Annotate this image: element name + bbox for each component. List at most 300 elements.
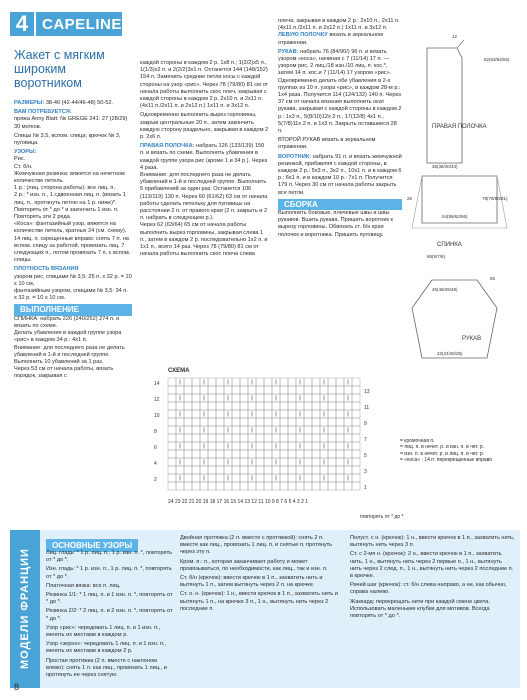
chart-cell [176,450,184,458]
chart-cell [328,426,336,434]
chart-row-label: 7 [364,437,367,443]
dim-label: 62(63/64/65) [484,57,510,62]
sleeve-title: РУКАВ: [278,48,299,55]
chart-cell [168,474,176,482]
chart-cell [192,450,200,458]
chart-cell [192,426,200,434]
chart-cell [184,402,192,410]
chart-col-labels: 24 23 22 21 20 19 18 17 16 15 14 13 12 11 10 9 8 7 6 5 4 3 2 1 [168,499,309,505]
chart-cell [352,418,360,426]
pattern-line-6: «Коса»: фантазийный узор, вяжется на количестве петель, кратных 24 (см. схему). [14,221,127,235]
chart-cell [304,394,312,402]
chart-cell [304,378,312,386]
chart-cell [312,434,320,442]
chart-cell [320,434,328,442]
pattern-line-4: 1 р.: (лиц. сторона работы): все лиц. п. [14,185,116,192]
chart-cell [312,378,320,386]
chart-cell [176,418,184,426]
chart-cell [232,442,240,450]
garment-diagrams [402,18,520,363]
chart-row-label: 11 [364,405,370,411]
chart-cell [192,410,200,418]
stitch-chart [148,368,398,505]
chart-row-label: 2 [154,477,157,483]
sleeve-label: РУКАВ [462,336,482,342]
pattern-line-7: 14 лиц. п. скрещенные вправо: снять 7 п. на вспом. спицу за работой, провязать лиц. 7 следующих п., потом провязать 7 п. с вспом. спицы. [14,235,131,264]
chart-cell [208,458,216,466]
chart-cell [240,458,248,466]
chart-cell [288,474,296,482]
chart-cell [216,474,224,482]
chart-cell [272,466,280,474]
chart-cell [288,378,296,386]
chart-cell [336,466,344,474]
chart-cell [328,386,336,394]
dim-label: 54(58/62/66) [442,214,468,219]
chart-cell [248,482,256,490]
chart-cell [296,482,304,490]
chart-cell [240,442,248,450]
attn-text: Внимание: для последнего раза не делать убавлений в 1-й и последней группе. Выполнить 5 прибавлений за один раз. Останется 106 (113/119) 130 п. Через 60 (61/62) 63 см от начала работы сделать петельку для пуговицы на расстоянии 2 п. от правого края (2 п. закрыть и 2 п. набрать в следующем р.). [140,172,268,222]
chart-cell [192,434,200,442]
chart-cell [208,394,216,402]
execution-bar: ВЫПОЛНЕНИЕ [14,304,132,315]
chart-cell [192,482,200,490]
chart-cell [288,466,296,474]
column-3 [278,18,402,239]
chart-cell [328,442,336,450]
chart-cell [352,442,360,450]
chart-cell [256,426,264,434]
pattern-entry: Лиц. гладь: * 1 р. лиц. п., 1 р. изн. п. *, повторять от * до *. [46,550,173,564]
chart-cell [216,426,224,434]
pattern-entry: Ст. о. н. (крючок): 1 н., ввести крючок в 1 п., захватить нить и вытянуть 1 п., на крючке 3 п., 1 н., вытянуть нить через 2 последние п. [180,591,338,612]
chart-cell [304,418,312,426]
chart-cell [168,418,176,426]
chart-cell [336,402,344,410]
legend-item: = изн. п. в нечет. р. и лиц. п. в чет. р. [400,450,485,457]
chart-cell [352,394,360,402]
chart-cell [168,394,176,402]
chart-cell [184,466,192,474]
chart-cell [280,458,288,466]
chart-cell [256,450,264,458]
chart-cell [328,466,336,474]
chart-cell [224,434,232,442]
front-title: ПРАВАЯ ПОЛОЧКА: [140,143,195,150]
chart-cell [336,442,344,450]
chart-cell [184,458,192,466]
chart-cell [312,474,320,482]
chart-cell [176,434,184,442]
chart-cell [168,410,176,418]
dim-label: 78(79/80/81) [482,196,508,201]
chart-cell [248,466,256,474]
chart-cell [328,378,336,386]
bottom-right-col [350,535,515,622]
needles-text: Спицы № 3,5, вспом. спица; крючок № 3, пуговица. [14,132,121,147]
chart-cell [264,458,272,466]
chart-row-label: 3 [364,469,367,475]
chart-cell [344,386,352,394]
chart-cell [248,434,256,442]
column-1 [14,100,132,381]
chart-cell [200,466,208,474]
dim-label: 12 [452,34,458,39]
assembly-text: Выполнить боковые, плечевые швы и швы рукавов. Вшить рукава. Пришить воротник к вырезу горловины. Обвязать ст. б/н края полочек и воротника. Пришить пуговицу. [278,210,393,238]
chart-cell [352,450,360,458]
chart-cell [328,458,336,466]
chart-cell [208,442,216,450]
chart-cell [264,426,272,434]
chart-cell [256,418,264,426]
chart-cell [232,402,240,410]
chart-cell [248,386,256,394]
chart-cell [184,386,192,394]
chart-cell [288,410,296,418]
chart-cell [200,418,208,426]
chart-cell [280,482,288,490]
chart-cell [216,450,224,458]
chart-cell [192,442,200,450]
pattern-entry: Резинка 1/1: * 1 лиц. п. и 1 изн. п. *, повторять от * до *. [46,592,173,606]
chart-cell [216,402,224,410]
page-number: 8 [14,682,20,692]
chart-cell [240,466,248,474]
chart-row-label: 5 [364,453,367,459]
chart-cell [240,426,248,434]
chart-cell [232,378,240,386]
density-line-1: узором рис, спицами № 3,5: 25 п. x 32 р. = 10 x 10 см, [14,273,132,287]
chart-cell [320,402,328,410]
chart-cell [240,394,248,402]
chart-cell [264,402,272,410]
chart-row-label: 8 [154,429,157,435]
pattern-entry: Ст. б/н (крючок): ввести крючок в 1 п., захватить нить и вытянуть 1 п., затем вытянуть через 2 п. на крючке. [180,575,323,589]
chart-cell [216,434,224,442]
chart-cell [264,450,272,458]
chart-cell [352,474,360,482]
chart-cell [256,394,264,402]
chart-cell [336,458,344,466]
chart-cell [264,394,272,402]
chart-cell [168,458,176,466]
chart-cell [232,426,240,434]
chart-cell [256,458,264,466]
chart-cell [168,482,176,490]
chart-cell [256,378,264,386]
chart-row-label: 4 [154,461,157,467]
chart-cell [168,386,176,394]
chart-cell [200,386,208,394]
exec-line-3: Внимание: для последнего раза не делать убавлений в 1-й и последней группе. Выполнить 10 убавлений за 1 раз. [14,344,125,365]
chart-cell [240,450,248,458]
chart-cell [200,402,208,410]
pattern-entry: Резинка 2/2: * 2 лиц. п. и 2 изн. п. *, повторять от * до *. [46,608,173,622]
front-label: ПРАВАЯ ПОЛОЧКА [432,124,487,130]
pattern-line-5: 2 р.: * изн. п., 1 сдвоенная лиц. п. (вязать 1 лиц. п., протянуть петлю на 1 р. ниже)*. Повторять от * до * и закончить 1 изн. п. Повторять эти 2 ряда. [14,192,126,221]
chart-cell [240,402,248,410]
chart-cell [304,386,312,394]
sleeve-diagram [412,276,497,358]
dim-label: 36(38/40/43) [432,164,458,169]
chart-cell [192,386,200,394]
pattern-subtitle: Жакет с мягким широким воротником [14,48,105,90]
pattern-title: CAPELINE [42,15,122,33]
chart-cell [288,402,296,410]
chart-cell [216,466,224,474]
chart-cell [328,450,336,458]
pattern-entry: Ст. с 2-мя н. (крючок): 2 н., ввести крючок в 1 п., захватить нить, 1 н., вытянуть нить через 2 первые п., 1 н., вытянуть нить через 2 след. п., 1 н., вытянуть нить через 2 последние п. в крючке. [350,551,514,580]
chart-cell [192,378,200,386]
legend-item: = «коса» : 14 п. перекрещенные вправо [400,457,493,464]
chart-cell [256,386,264,394]
chart-cell [296,434,304,442]
chart-cell [168,426,176,434]
chart-cell [208,450,216,458]
chart-cell [256,442,264,450]
chart-cell [280,450,288,458]
chart-cell [256,402,264,410]
chart-cell [312,458,320,466]
chart-cell [296,386,304,394]
chart-cell [312,386,320,394]
chart-cell [232,466,240,474]
chart-cell [264,442,272,450]
pattern-entry: Рачий шаг (крючок): ст. б/н слева направо, а не, как обычно, справа налево. [350,582,507,596]
chart-cell [240,418,248,426]
chart-cell [320,386,328,394]
chart-cell [208,482,216,490]
sizes-label: РАЗМЕРЫ: [14,100,45,106]
chart-cell [352,402,360,410]
chart-cell [280,402,288,410]
chart-cell [184,474,192,482]
chart-cell [168,402,176,410]
density-title: ПЛОТНОСТЬ ВЯЗАНИЯ [14,266,79,273]
chart-cell [192,394,200,402]
chart-cell [288,482,296,490]
chart-cell [192,418,200,426]
chart-cell [232,410,240,418]
chart-cell [304,466,312,474]
chart-cell [288,442,296,450]
chart-cell [176,466,184,474]
chart-cell [224,482,232,490]
chart-cell [224,386,232,394]
chart-cell [280,410,288,418]
chart-cell [352,434,360,442]
chart-cell [184,410,192,418]
chart-cell [280,442,288,450]
chart-cell [240,410,248,418]
chart-cell [320,482,328,490]
chart-cell [200,482,208,490]
chart-cell [288,434,296,442]
chart-cell [328,434,336,442]
chart-cell [312,442,320,450]
chart-cell [328,482,336,490]
chart-row-label: 6 [154,445,157,451]
chart-cell [184,442,192,450]
chart-cell [168,378,176,386]
chart-cell [216,394,224,402]
col2-text: каждой стороны в каждом 2 р. 1x8 п.; 1(2/2)x5 п., 1(1/3)x2 п. и 2(2/2)3x1 п. Останется 144 (148/152) 154 п. Заменить средние петли косы с каждой стороны на узор «рис». Через 78 (79/80) 81 см от начала работы выполнить скос плеч, закрывая с каждой стороны в каждом 2 р. 2x10 п. и 2x11 п. (4x11 п./2x11 п. и 2x12 п.) 1x11 п. и 3x12 п. [140,60,269,110]
dim-label: 25 [407,196,413,201]
chart-cell [176,402,184,410]
chart-cell [304,434,312,442]
chart-cell [208,434,216,442]
chart-cell [232,434,240,442]
chart-cell [216,482,224,490]
chart-cell [264,482,272,490]
chart-cell [256,474,264,482]
chart-cell [272,482,280,490]
chart-cell [216,386,224,394]
chart-cell [312,402,320,410]
pattern-line-2: Ст. б/н. [14,163,33,170]
chart-cell [232,394,240,402]
chart-cell [192,458,200,466]
chart-cell [272,402,280,410]
density-line-2: фантазийным узором, спицами № 3,5: 34 п. x 32 р. = 10 x 10 см. [14,288,128,302]
chart-cell [192,466,200,474]
chart-cell [264,410,272,418]
chart-cell [304,450,312,458]
chart-cell [216,418,224,426]
collar-title: ВОРОТНИК: [278,153,312,160]
pattern-entry: Изн. гладь: * 1 р. изн. п., 1 р. лиц. п. *, повторять от * до *. [46,566,172,580]
pattern-entry: Кром. п.: п., которая заканчивает работу и может провязываться, по необходимости, как лиц., так и изн. п. [180,558,328,572]
front-diagram [427,34,510,169]
chart-cell [248,450,256,458]
chart-cell [208,426,216,434]
pattern-entry: Платочная вязка: все п. лиц. [46,582,121,589]
chart-cell [240,378,248,386]
chart-cell [192,474,200,482]
chart-cell [336,482,344,490]
pattern-line-1: Рис. [14,156,26,163]
chart-cell [296,418,304,426]
chart-cell [264,418,272,426]
needs-title: ВАМ ПОТРЕБУЕТСЯ: [14,109,72,116]
sleeve-text: набрать 76 (84/90/) 96 п. и вязать узором «коса», начиная с 7 (11/14) 17 п. — узором рис, 2 лиц./18 изн./10 лиц. п. кос.*, затем 14 п. кос.и 7 (11/14) 17 узором «рис». Одновременно делать обе убавления в 2-х группах из 10 п. узора «рис», в каждом 28-м р.: 1x4 раза. Получится 114 (124/132) 140 п. Через 37 см от начала вязания выполнить окат рукава, закрывая с каждой стороны в каждом 2 р.: 1x3 п., 5(8/10)12x 2 п., 17(12/8) 4x1 п., 5(7/8)11x 2 п. и 1x3 п. Закрыть оставшиеся 28 п. [278,48,402,135]
pattern-number: 4 [10,11,36,37]
chart-cell [312,466,320,474]
left-front-text: вязать в зеркальном отражении. [278,32,384,46]
chart-title: СХЕМА [168,368,190,374]
pattern-entry: Жаккард: перекрещать нити при каждой смене цвета. Использовать маленькие клубки для мотивов. Всегда повторять от * до *. [350,598,490,620]
chart-cell [328,410,336,418]
chart-cell [264,434,272,442]
chart-cell [184,434,192,442]
dim-label: 86(9/7/8) [427,254,446,259]
chart-cell [320,450,328,458]
chart-cell [208,474,216,482]
chart-cell [184,426,192,434]
chart-cell [312,482,320,490]
chart-cell [208,386,216,394]
chart-cell [176,386,184,394]
assembly-bar: СБОРКА [278,199,402,210]
chart-cell [304,442,312,450]
chart-cell [288,426,296,434]
chart-cell [320,466,328,474]
chart-cell [312,410,320,418]
chart-cell [224,466,232,474]
front-text: набрать 126 (133/139) 150 п. и вязать по схеме. Выполнять убавления в каждой группе узора рис (кроме 1 и 34 р.). Через 4 раза. [140,143,268,171]
chart-cell [336,450,344,458]
chart-cell [240,386,248,394]
yarn-text: пряжа Anny Blatt: № GREGE 241: 27 (28/29) 30 мотков. [14,116,128,130]
chart-cell [168,442,176,450]
chart-cell [304,482,312,490]
chart-cell [232,450,240,458]
chart-cell [224,402,232,410]
back-label: СПИНКА [437,242,462,248]
chart-cell [280,434,288,442]
chart-cell [328,418,336,426]
chart-cell [256,482,264,490]
exec-line-4: Через 53 см от начала работы, вязать порядок, закрывая с [14,366,114,380]
chart-legend [400,438,515,464]
chart-cell [352,466,360,474]
chart-cell [288,458,296,466]
chart-cell [288,386,296,394]
chart-cell [184,394,192,402]
chart-row-label: 14 [154,381,160,387]
chart-cell [280,386,288,394]
chart-cell [352,410,360,418]
chart-cell [336,378,344,386]
chart-cell [328,394,336,402]
pattern-line-3: Жемчужная резинка: вяжется на нечетном количестве петель. [14,170,125,185]
pattern-entry: Полуст. с н. (крючок): 1 н., ввести крючок в 1 п., захватить нить, вытянуть нить через 3 п. [350,535,515,549]
chart-cell [344,402,352,410]
chart-cell [344,418,352,426]
chart-cell [168,466,176,474]
chart-cell [232,386,240,394]
chart-row-label: 13 [364,389,370,395]
pattern-entry: Узор «зерно»: чередовать 1 лиц. п. и 1 изн. п., менять их местами в каждом 2 р. [46,641,167,655]
chart-grid [148,374,398,494]
chart-cell [272,386,280,394]
chart-cell [208,402,216,410]
chart-cell [280,466,288,474]
second-sleeve: ВТОРОЙ РУКАВ вязать в зеркальном отражении. [278,137,376,151]
bottom-middle-col [180,535,340,615]
chart-cell [240,434,248,442]
chart-cell [280,426,288,434]
legend-item: = лиц. п. в нечет. р. и изн. п. в чет. р. [400,444,485,451]
chart-cell [288,418,296,426]
chart-cell [304,410,312,418]
chart-cell [352,378,360,386]
chart-cell [312,426,320,434]
chart-cell [256,410,264,418]
chart-cell [264,386,272,394]
chart-cell [336,426,344,434]
column-2 [140,60,270,258]
chart-cell [208,466,216,474]
left-front-title: ЛЕВУЮ ПОЛОЧКУ [278,32,328,39]
chart-cell [296,466,304,474]
chart-cell [296,402,304,410]
chart-cell [232,458,240,466]
chart-cell [280,378,288,386]
chart-cell [336,418,344,426]
col3-text1: плеча, закрывая в каждом 2 р.: 2x10 п., 2x11 п. (4x11 п./2x11 п. и 2x12 п.) 1x11 п. и 3x12 п. [278,18,400,32]
